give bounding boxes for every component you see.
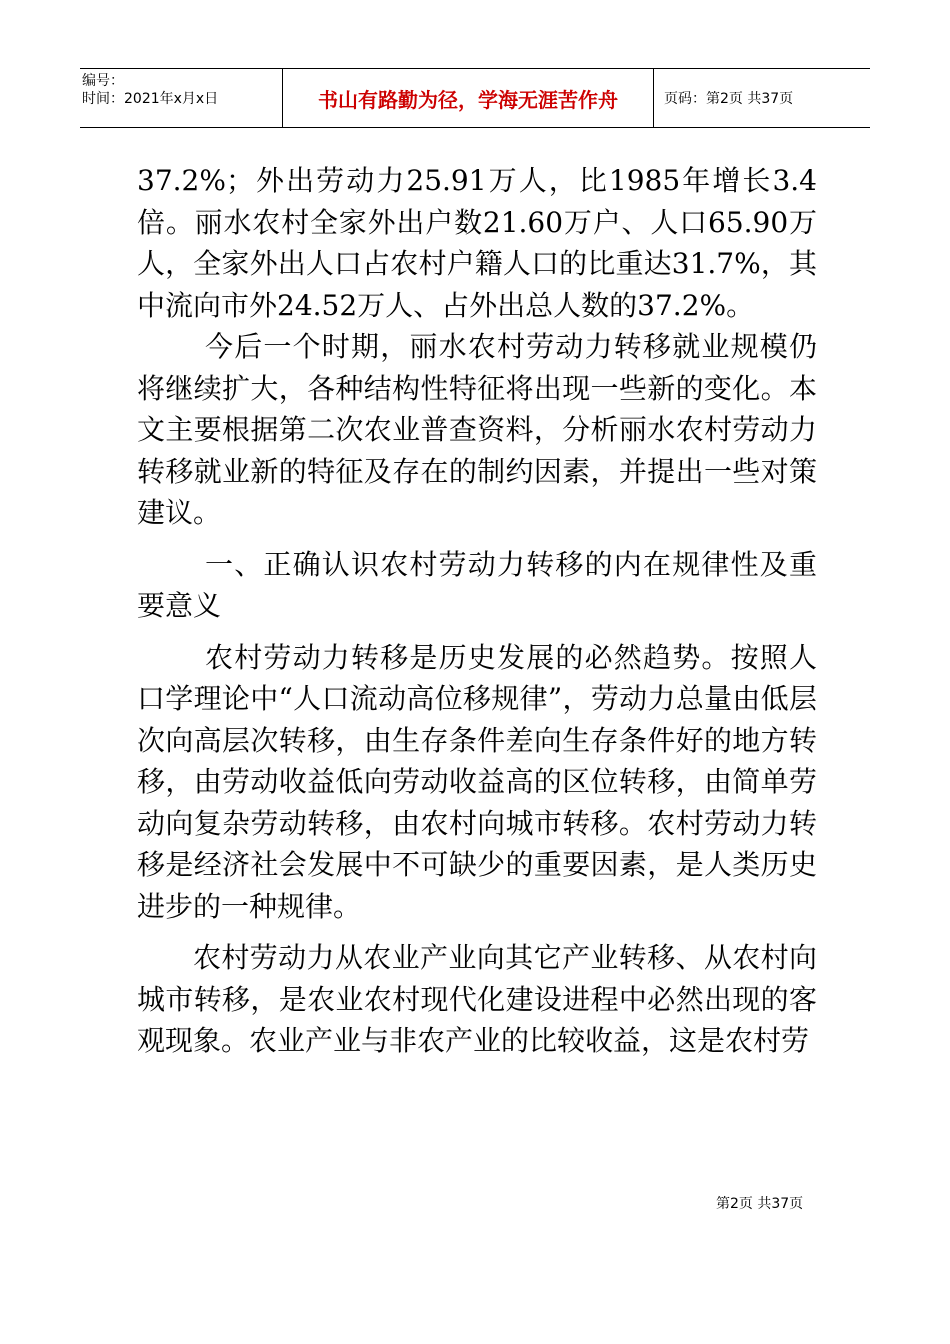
paragraph: 农村劳动力转移是历史发展的必然趋势。按照人口学理论中“人口流动高位移规律”，劳动力总量由低层次向高层次转移，由生存条件差向生存条件好的地方转移，由劳动收益低向劳动收益高的区位转移，由简单劳动向复杂劳动转移，由农村向城市转移。农村劳动力转移是经济社会发展中不可缺少的重要因素，是人类历史进步的一种规律。 bbox=[137, 640, 817, 923]
header-page-code: 页码：第2页 共37页 bbox=[664, 91, 794, 107]
serial-number-label: 编号： bbox=[82, 73, 124, 89]
document-body bbox=[137, 160, 817, 1062]
document-header bbox=[80, 68, 870, 128]
paragraph: 今后一个时期，丽水农村劳动力转移就业规模仍将继续扩大，各种结构性特征将出现一些新的变化。本文主要根据第二次农业普查资料，分析丽水农村劳动力转移就业新的特征及存在的制约因素，并提出一些对策建议。 bbox=[137, 330, 817, 529]
header-motto: 书山有路勤为径，学海无涯苦作舟 bbox=[282, 69, 654, 127]
page-footer: 第2页 共37页 bbox=[716, 1196, 804, 1212]
date-label: 时间：2021年x月x日 bbox=[82, 91, 219, 107]
section-heading: 一、正确认识农村劳动力转移的内在规律性及重要意义 bbox=[137, 547, 817, 622]
header-meta bbox=[80, 69, 282, 127]
paragraph: 37.2%；外出劳动力25.91万人，比1985年增长3.4倍。丽水农村全家外出户数21.60万户、人口65.90万人，全家外出人口占农村户籍人口的比重达31.7%，其中流向市外24.52万人、占外出总人数的37.2%。 bbox=[137, 164, 817, 322]
paragraph: 农村劳动力从农业产业向其它产业转移、从农村向城市转移，是农业农村现代化建设进程中必然出现的客观现象。农业产业与非农产业的比较收益，这是农村劳 bbox=[137, 941, 817, 1057]
